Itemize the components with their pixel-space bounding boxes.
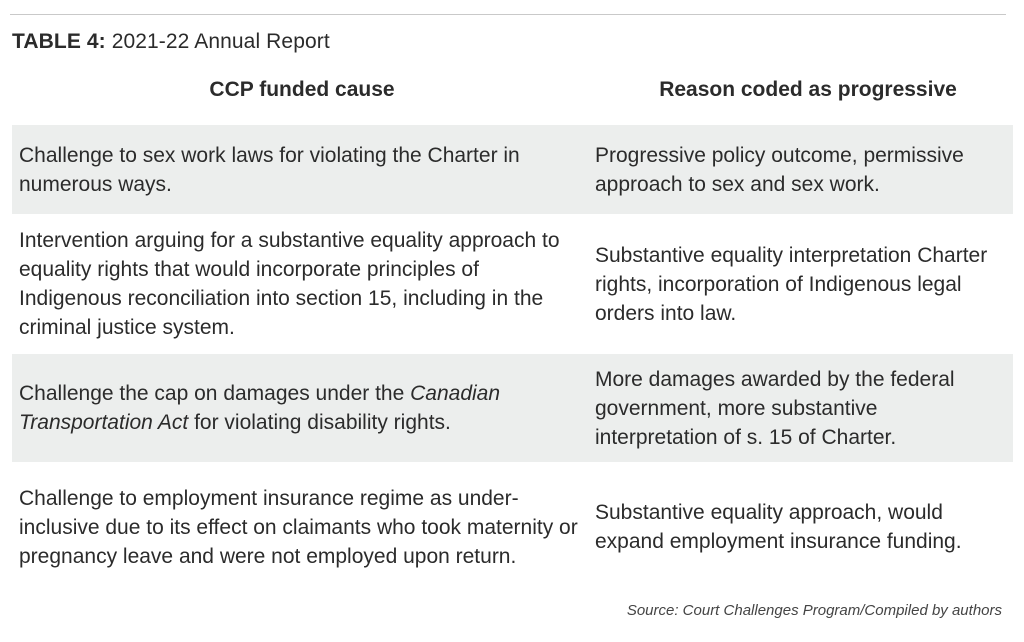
table-caption-title: 2021-22 Annual Report — [111, 30, 330, 53]
reason-text: Substantive equality approach, would expand employment insurance funding. — [595, 501, 962, 553]
table-row — [12, 462, 1013, 592]
table-caption — [12, 30, 330, 54]
column-header-reason: Reason coded as progressive — [659, 78, 957, 101]
reason-cell — [595, 462, 1005, 592]
reason-cell — [595, 354, 1005, 462]
cause-text: Challenge to employment insurance regime as under-inclusive due to its effect on claimants who took maternity or pregnancy leave and were not employed upon return. — [19, 486, 578, 568]
reason-cell — [595, 214, 1005, 354]
cause-text: Intervention arguing for a substantive equality approach to equality rights that would incorporate principles of Indigenous reconciliation into section 15, including in the criminal justice system. — [19, 229, 560, 339]
reason-text: Progressive policy outcome, permissive approach to sex and sex work. — [595, 143, 964, 196]
cause-text: Challenge to sex work laws for violating the Charter in numerous ways. — [19, 143, 520, 196]
cause-text: Challenge the cap on damages under the Canadian Transportation Act for violating disability rights. — [19, 382, 501, 434]
cause-cell — [19, 354, 579, 462]
reason-cell — [595, 125, 1005, 214]
table-row — [12, 125, 1013, 214]
act-title: Canadian Transportation Act — [19, 382, 501, 434]
reason-text: Substantive equality interpretation Charter rights, incorporation of Indigenous legal orders into law. — [595, 243, 988, 325]
cause-cell — [19, 462, 579, 592]
table-row — [12, 354, 1013, 462]
table-header-row — [12, 78, 1013, 112]
column-header-cause: CCP funded cause — [209, 78, 395, 101]
reason-text: More damages awarded by the federal government, more substantive interpretation of s. 15 of Charter. — [595, 367, 955, 449]
cause-cell — [19, 125, 579, 214]
top-rule — [10, 14, 1006, 15]
table-caption-label: TABLE 4: — [12, 30, 106, 53]
table-row — [12, 214, 1013, 354]
cause-cell — [19, 214, 579, 354]
source-note: Source: Court Challenges Program/Compiled by authors — [626, 602, 1002, 619]
